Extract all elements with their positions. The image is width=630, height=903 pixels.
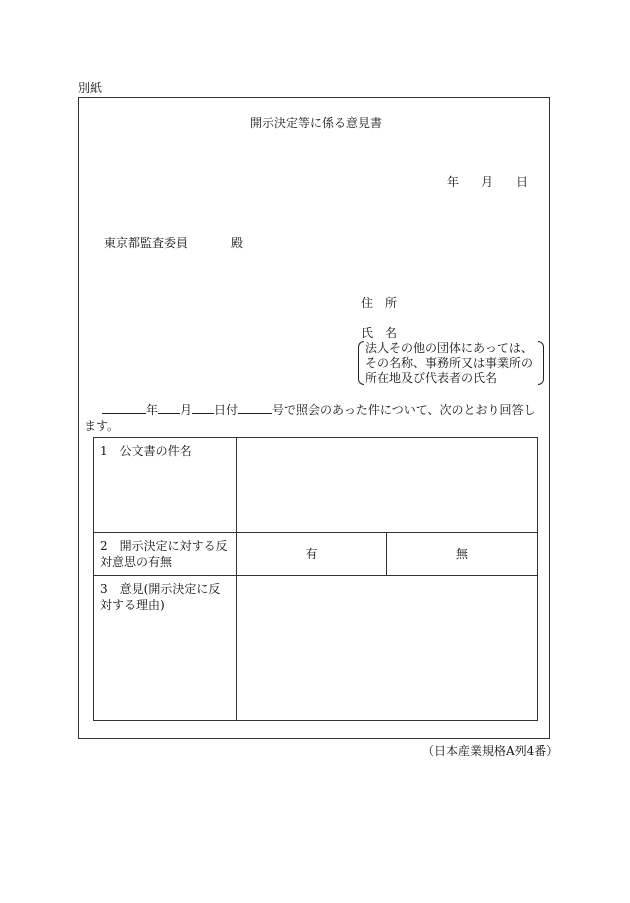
option-no[interactable]: 無	[387, 533, 538, 576]
row-label-opinion: 3 意見(開示決定に反対する理由)	[94, 576, 237, 721]
date-day: 日	[516, 175, 529, 189]
date-year: 年	[447, 175, 460, 189]
right-bracket	[538, 341, 544, 385]
option-yes[interactable]: 有	[237, 533, 387, 576]
row-label-document-subject: 1 公文書の件名	[94, 438, 237, 533]
table-row	[94, 438, 538, 533]
opinion-table	[93, 437, 538, 721]
name-label: 氏 名	[361, 326, 398, 340]
document-subject-field[interactable]	[237, 438, 538, 533]
left-bracket	[358, 341, 364, 385]
submitter-note	[358, 341, 544, 385]
date-month: 月	[481, 175, 494, 189]
table-row	[94, 533, 538, 576]
form-title: 開示決定等に係る意見書	[250, 116, 383, 130]
reply-month-label: 月	[180, 403, 193, 417]
reply-sentence-text: 号で照会のあった件について、次のとおり回答します。	[84, 403, 536, 433]
attachment-label: 別紙	[78, 81, 103, 95]
reply-day-label: 日付	[214, 403, 239, 417]
blank-year-field[interactable]	[102, 402, 146, 414]
opinion-field[interactable]	[237, 576, 538, 721]
submitter-note-text: 法人その他の団体にあっては、その名称、事務所又は事業所の所在地及び代表者の氏名	[365, 341, 534, 385]
blank-month-field[interactable]	[158, 402, 180, 414]
addressee-honorific: 殿	[231, 236, 244, 250]
footer-note: （日本産業規格A列4番）	[422, 744, 559, 758]
reply-sentence	[84, 402, 544, 434]
row-label-objection: 2 開示決定に対する反対意思の有無	[94, 533, 237, 576]
addressee-name: 東京都監査委員	[104, 236, 189, 250]
blank-number-field[interactable]	[238, 402, 272, 414]
address-label: 住 所	[361, 296, 398, 310]
reply-year-label: 年	[146, 403, 159, 417]
blank-day-field[interactable]	[192, 402, 214, 414]
table-row	[94, 576, 538, 721]
